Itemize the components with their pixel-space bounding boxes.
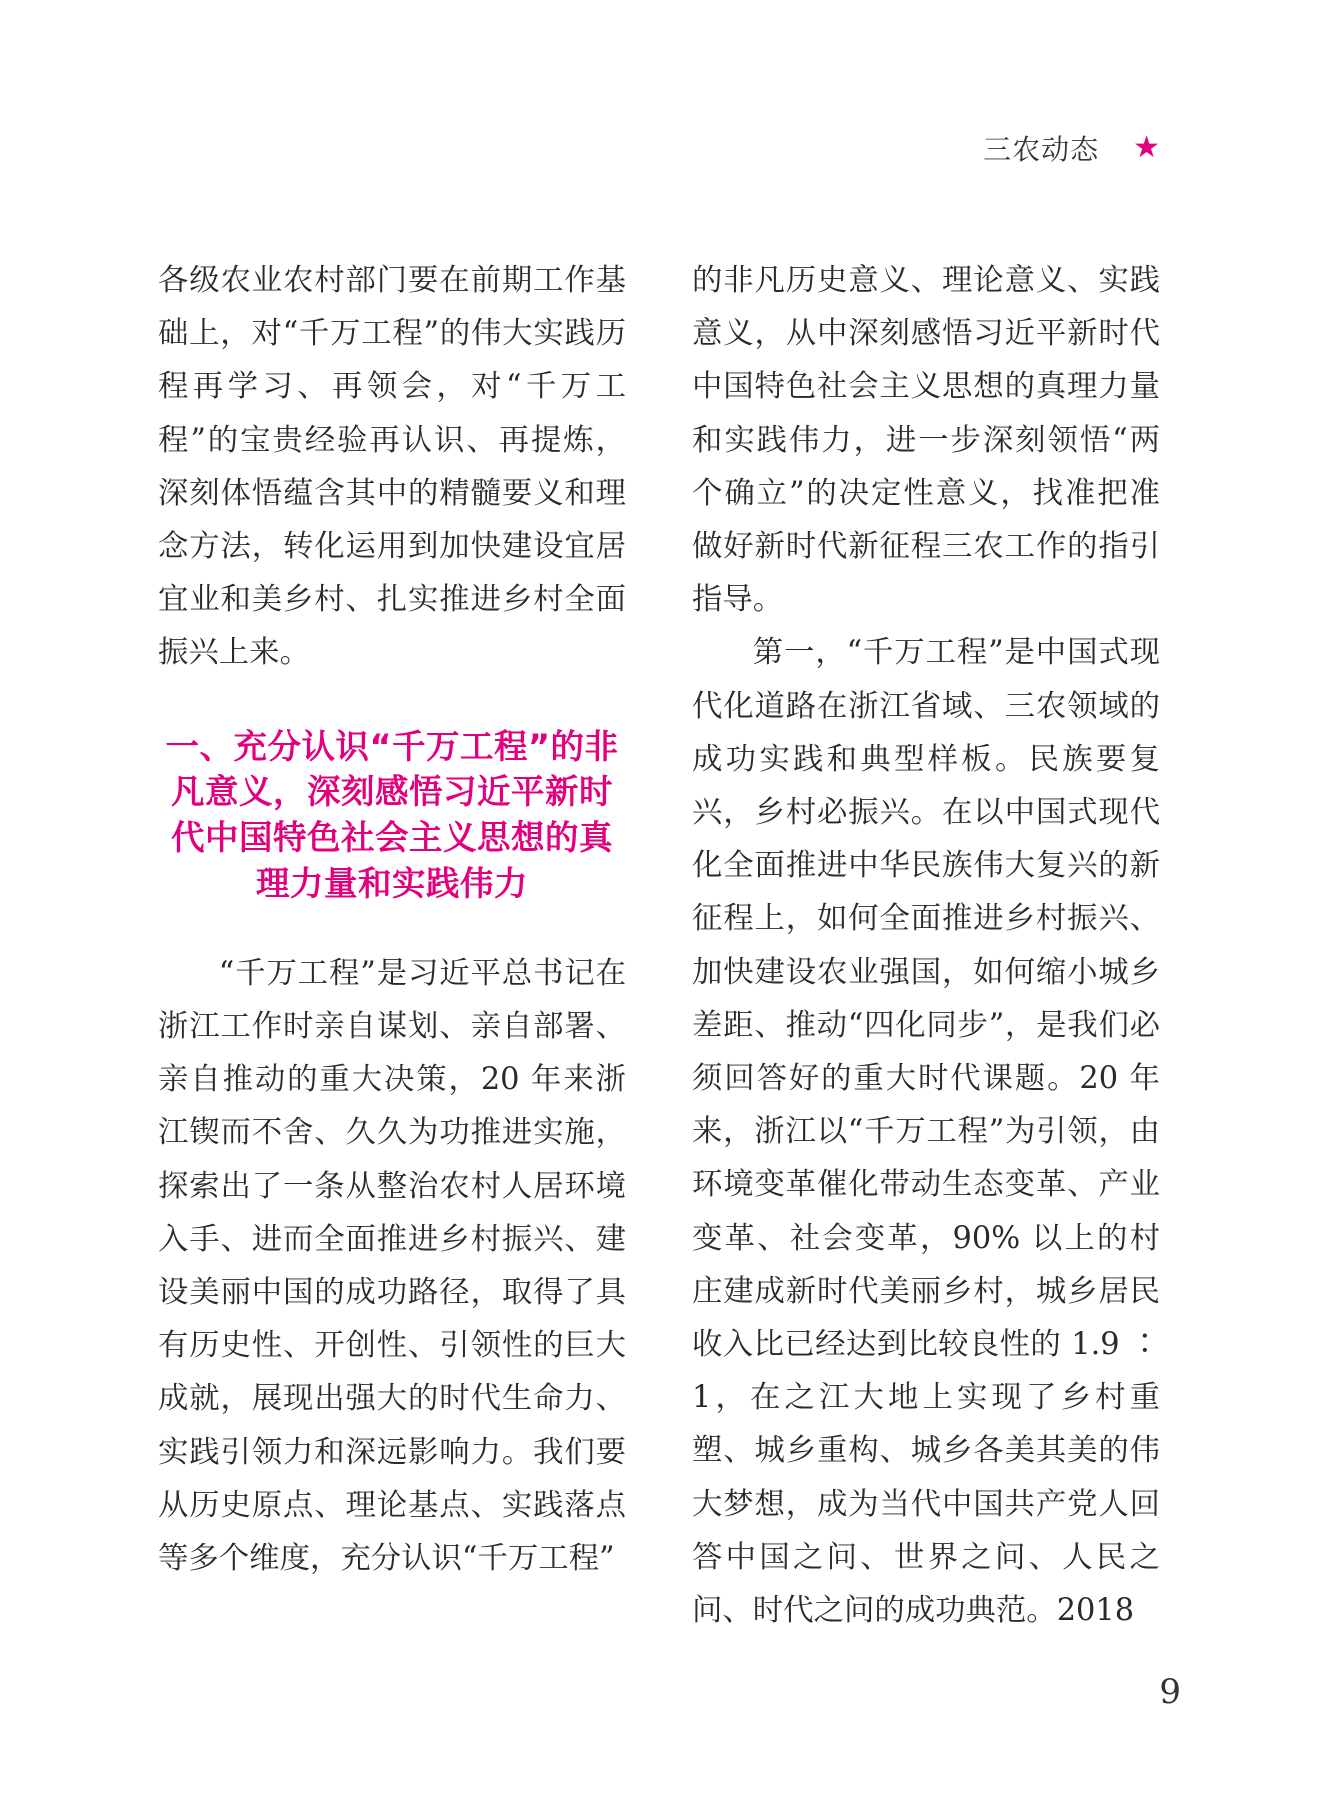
paragraph-continued-right: 的非凡历史意义、理论意义、实践意义，从中深刻感悟习近平新时代中国特色社会主义思想的真理力量和实践伟力，进一步深刻领悟“两个确立”的决定性意义，找准把准做好新时代新征程三农工作的指引指导。	[692, 263, 1160, 618]
paragraph-first-point: 第一，“千万工程”是中国式现代化道路在浙江省域、三农领域的成功实践和典型样板。民族要复兴，乡村必振兴。在以中国式现代化全面推进中华民族伟大复兴的新征程上，如何全面推进乡村振兴、加快建设农业强国，如何缩小城乡差距、推动“四化同步”，是我们必须回答好的重大时代课题。20 年来，浙江以“千万工程”为引领，由环境变革催化带动生态变革、产业变革、社会变革，90% 以上的村庄建成新时代美丽乡村，城乡居民收入比已经达到比较良性的 1.9 ∶ 1，在之江大地上实现了乡村重塑、城乡重构、城乡各美其美的伟大梦想，成为当代中国共产党人回答中国之问、世界之问、人民之问、时代之问的成功典范。2018	[692, 635, 1160, 1629]
left-column	[158, 254, 626, 1585]
paragraph-continued: 各级农业农村部门要在前期工作基础上，对“千万工程”的伟大实践历程再学习、再领会，对“千万工程”的宝贵经验再认识、再提炼，深刻体悟蕴含其中的精髓要义和理念方法，转化运用到加快建设宜居宜业和美乡村、扎实推进乡村全面振兴上来。	[158, 263, 626, 671]
paragraph-qianwan-intro: “千万工程”是习近平总书记在浙江工作时亲自谋划、亲自部署、亲自推动的重大决策，20 年来浙江锲而不舍、久久为功推进实施，探索出了一条从整治农村人居环境入手、进而全面推进乡村振兴、建设美丽中国的成功路径，取得了具有历史性、开创性、引领性的巨大成就，展现出强大的时代生命力、实践引领力和深远影响力。我们要从历史原点、理论基点、实践落点等多个维度，充分认识“千万工程”	[158, 955, 626, 1577]
section-heading: 一、充分认识“千万工程”的非凡意义，深刻感悟习近平新时代中国特色社会主义思想的真理力量和实践伟力	[165, 726, 619, 904]
running-header	[983, 128, 1161, 168]
page-number: 9	[1159, 1672, 1181, 1712]
star-icon: ★	[1133, 130, 1161, 165]
right-column	[692, 254, 1160, 1637]
section-label: 三农动态	[983, 133, 1100, 166]
